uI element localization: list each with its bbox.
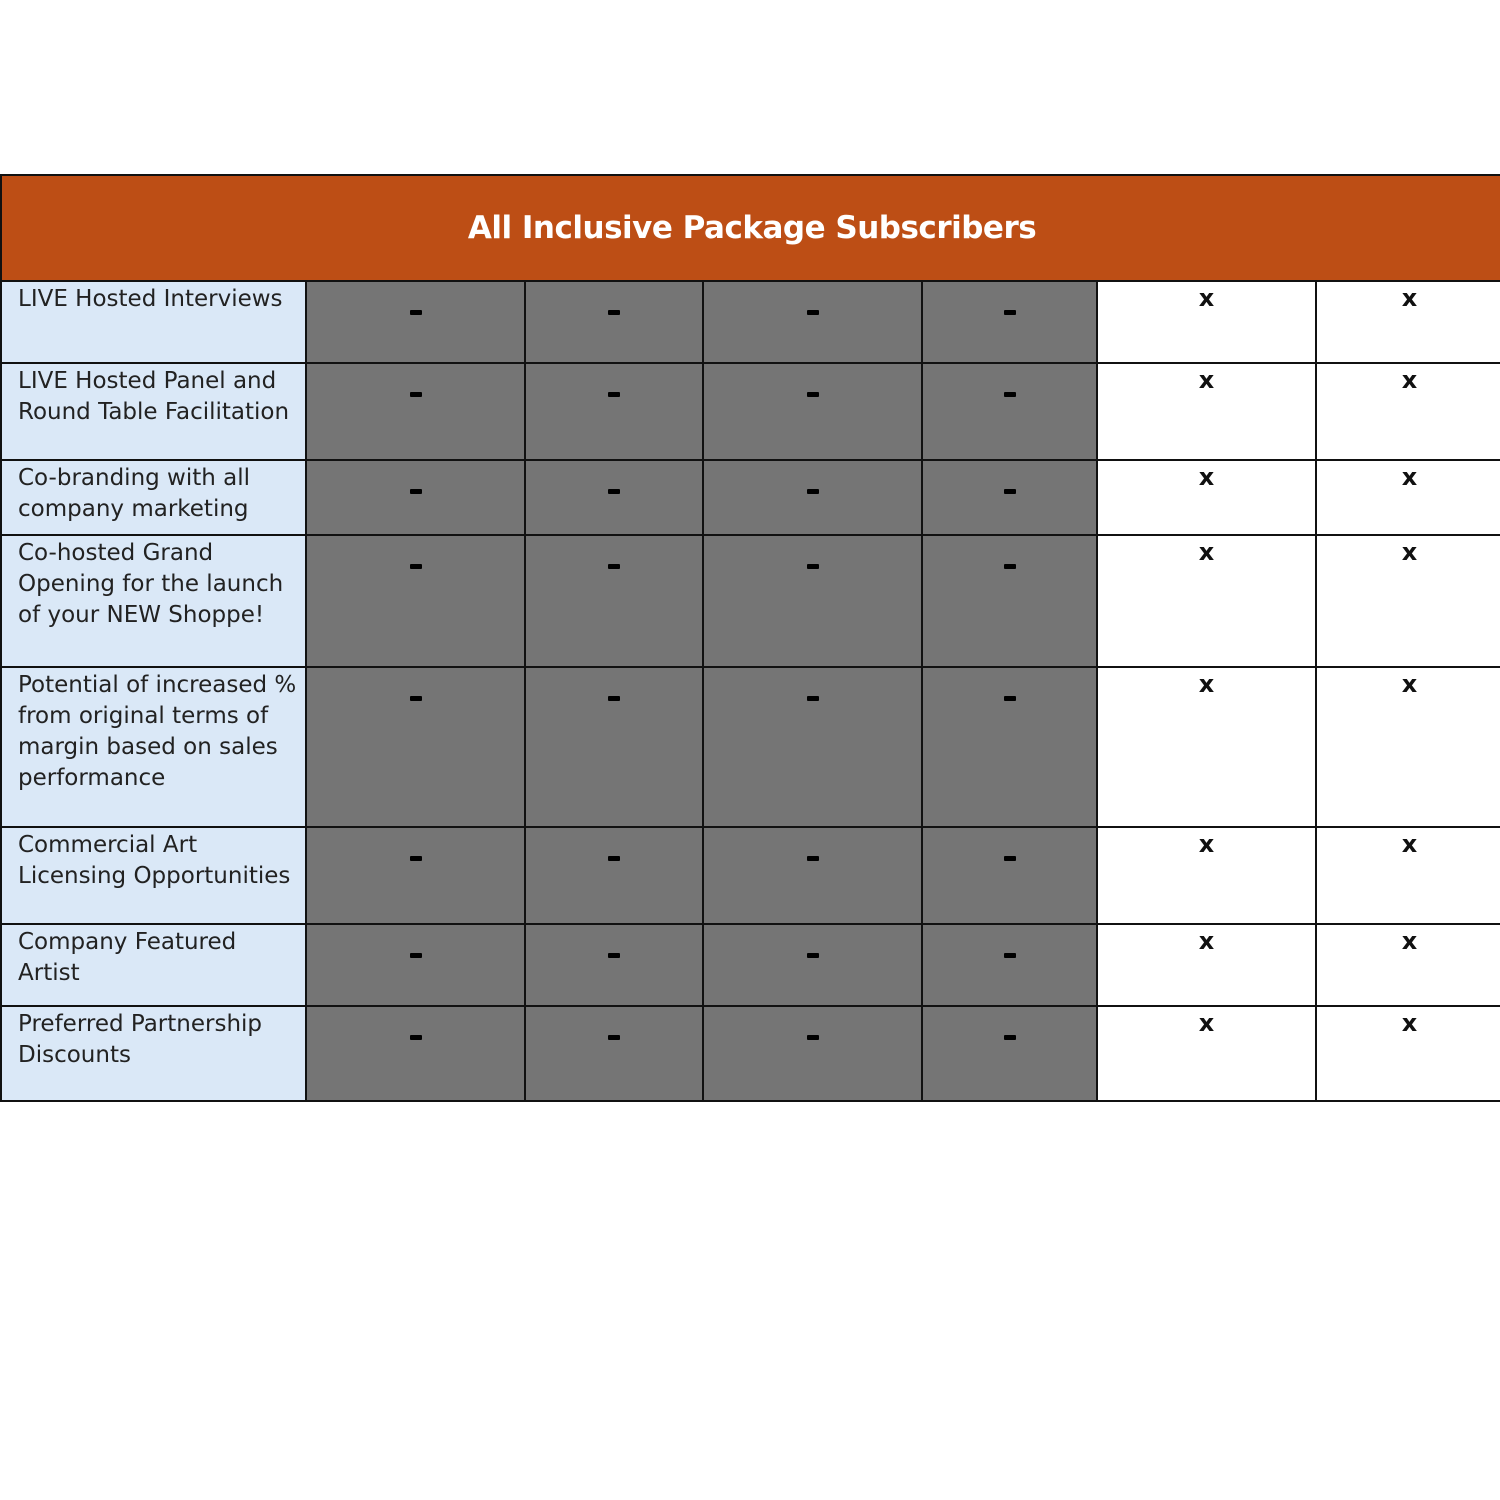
check-x-mark: x	[1401, 830, 1418, 858]
dash-icon	[807, 564, 819, 569]
not-included-cell	[922, 363, 1097, 460]
not-included-cell	[525, 535, 703, 667]
check-x-mark: x	[1401, 670, 1418, 698]
dash-icon	[410, 953, 422, 958]
check-x-mark: x	[1198, 670, 1215, 698]
feature-label: Preferred Partnership Discounts	[1, 1006, 306, 1101]
not-included-cell	[306, 281, 525, 363]
not-included-cell	[922, 924, 1097, 1006]
not-included-cell	[703, 667, 922, 827]
included-cell	[1316, 924, 1500, 1006]
check-x-mark: x	[1401, 538, 1418, 566]
dash-icon	[608, 489, 620, 494]
dash-icon	[1004, 856, 1016, 861]
dash-icon	[410, 856, 422, 861]
feature-label: LIVE Hosted Interviews	[1, 281, 306, 363]
not-included-cell	[922, 535, 1097, 667]
feature-label: Company Featured Artist	[1, 924, 306, 1006]
check-x-mark: x	[1198, 366, 1215, 394]
included-cell	[1316, 667, 1500, 827]
dash-icon	[1004, 489, 1016, 494]
check-x-mark: x	[1198, 927, 1215, 955]
not-included-cell	[703, 1006, 922, 1101]
not-included-cell	[306, 535, 525, 667]
dash-icon	[410, 489, 422, 494]
table-row	[1, 924, 1500, 1006]
not-included-cell	[525, 827, 703, 924]
feature-label: Commercial Art Licensing Opportunities	[1, 827, 306, 924]
check-x-mark: x	[1198, 538, 1215, 566]
not-included-cell	[703, 827, 922, 924]
dash-icon	[807, 392, 819, 397]
not-included-cell	[703, 363, 922, 460]
table-row	[1, 667, 1500, 827]
table-title: All Inclusive Package Subscribers	[1, 175, 1500, 281]
dash-icon	[807, 696, 819, 701]
table-row	[1, 460, 1500, 535]
package-comparison-table	[0, 174, 1500, 1102]
not-included-cell	[703, 281, 922, 363]
dash-icon	[608, 564, 620, 569]
not-included-cell	[306, 363, 525, 460]
dash-icon	[1004, 696, 1016, 701]
dash-icon	[608, 310, 620, 315]
dash-icon	[608, 1035, 620, 1040]
dash-icon	[608, 392, 620, 397]
dash-icon	[410, 310, 422, 315]
included-cell	[1097, 1006, 1316, 1101]
included-cell	[1097, 827, 1316, 924]
not-included-cell	[922, 667, 1097, 827]
dash-icon	[1004, 392, 1016, 397]
not-included-cell	[525, 460, 703, 535]
feature-label: Potential of increased % from original terms of margin based on sales performance	[1, 667, 306, 827]
included-cell	[1316, 281, 1500, 363]
check-x-mark: x	[1401, 1009, 1418, 1037]
not-included-cell	[525, 1006, 703, 1101]
table-row	[1, 535, 1500, 667]
included-cell	[1097, 363, 1316, 460]
included-cell	[1316, 460, 1500, 535]
dash-icon	[410, 696, 422, 701]
check-x-mark: x	[1198, 463, 1215, 491]
dash-icon	[807, 1035, 819, 1040]
not-included-cell	[922, 827, 1097, 924]
included-cell	[1316, 1006, 1500, 1101]
included-cell	[1316, 827, 1500, 924]
not-included-cell	[525, 363, 703, 460]
not-included-cell	[703, 535, 922, 667]
check-x-mark: x	[1401, 366, 1418, 394]
not-included-cell	[922, 281, 1097, 363]
dash-icon	[410, 564, 422, 569]
not-included-cell	[525, 924, 703, 1006]
not-included-cell	[703, 924, 922, 1006]
included-cell	[1097, 281, 1316, 363]
feature-label: Co-branding with all company marketing	[1, 460, 306, 535]
not-included-cell	[306, 667, 525, 827]
not-included-cell	[306, 827, 525, 924]
dash-icon	[1004, 310, 1016, 315]
included-cell	[1097, 924, 1316, 1006]
dash-icon	[807, 489, 819, 494]
dash-icon	[807, 953, 819, 958]
not-included-cell	[703, 460, 922, 535]
dash-icon	[608, 856, 620, 861]
dash-icon	[807, 310, 819, 315]
included-cell	[1316, 535, 1500, 667]
dash-icon	[807, 856, 819, 861]
check-x-mark: x	[1401, 463, 1418, 491]
dash-icon	[410, 392, 422, 397]
dash-icon	[608, 696, 620, 701]
dash-icon	[1004, 1035, 1016, 1040]
table-row	[1, 363, 1500, 460]
table-row	[1, 827, 1500, 924]
check-x-mark: x	[1198, 284, 1215, 312]
feature-label: LIVE Hosted Panel and Round Table Facilitation	[1, 363, 306, 460]
dash-icon	[1004, 564, 1016, 569]
not-included-cell	[922, 460, 1097, 535]
dash-icon	[1004, 953, 1016, 958]
included-cell	[1097, 460, 1316, 535]
not-included-cell	[922, 1006, 1097, 1101]
included-cell	[1097, 667, 1316, 827]
dash-icon	[410, 1035, 422, 1040]
check-x-mark: x	[1401, 284, 1418, 312]
not-included-cell	[306, 1006, 525, 1101]
not-included-cell	[525, 667, 703, 827]
check-x-mark: x	[1198, 830, 1215, 858]
table-row	[1, 281, 1500, 363]
not-included-cell	[306, 924, 525, 1006]
check-x-mark: x	[1198, 1009, 1215, 1037]
dash-icon	[608, 953, 620, 958]
included-cell	[1097, 535, 1316, 667]
table-row	[1, 1006, 1500, 1101]
check-x-mark: x	[1401, 927, 1418, 955]
feature-label: Co-hosted Grand Opening for the launch of your NEW Shoppe!	[1, 535, 306, 667]
not-included-cell	[306, 460, 525, 535]
not-included-cell	[525, 281, 703, 363]
included-cell	[1316, 363, 1500, 460]
